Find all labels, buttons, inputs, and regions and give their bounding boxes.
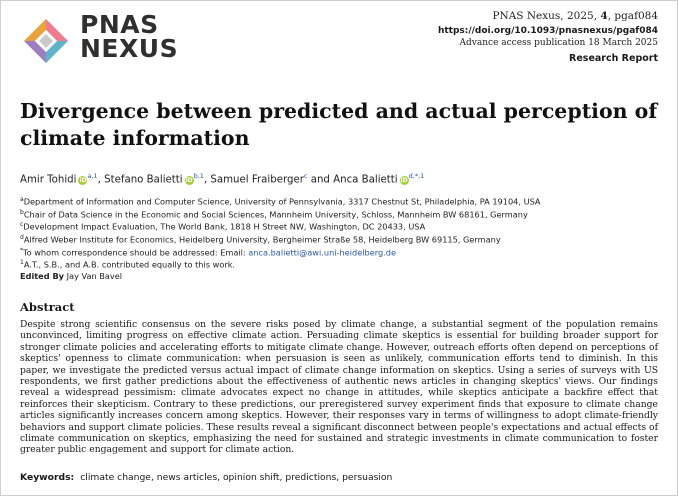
edited-by-label: Edited By — [20, 270, 65, 281]
author-affil-mark[interactable]: a,1 — [87, 172, 98, 180]
correspondence-text: To whom correspondence should be addressed: Email: — [23, 247, 249, 258]
publication-info — [438, 10, 658, 64]
equal-contribution-note — [20, 258, 541, 271]
abstract-body: Despite strong scientific consensus on the severe risks posed by climate change, a substantial segment of the population remains unconvinced, limiting progress on effective climate action. Persuading climate skeptics is essential for building broader support for stronger climate policies and accelerating efforts to mitigate climate change. However, outreach efforts often depend on perceptions of skeptics' openness to climate communication: when persuasion is seen as unlikely, communication efforts tend to diminish. In this paper, we investigate the predicted versus actual impact of climate change information on skeptics. Using a series of surveys with US respondents, we first gather predictions about the effectiveness of authentic news articles in changing skeptics' views. Our findings reveal a widespread pessimism: climate advocates expect no change in attitudes, while skeptics anticipate a backfire effect that reinforces their skepticism. Contrary to these predictions, our preregistered survey experiment finds that exposure to climate change articles significantly increases concern among skeptics. However, their responses vary in terms of willingness to adopt climate-friendly behaviors and support climate policies. These results reveal a significant disconnect between people's expectations and actual effects of climate communication on skeptics, emphasizing the need for sustained and strategic investments in climate communication to foster greater public engagement and support for climate action. — [20, 319, 658, 456]
pnas-nexus-wordmark — [80, 10, 179, 63]
access-date: Advance access publication 18 March 2025 — [459, 38, 658, 48]
author-name[interactable]: Anca Balietti — [333, 174, 398, 186]
affiliation-text: Department of Information and Computer Science, University of Pennsylvania, 3317 Chestnut St, Philadelphia, PA 19104, USA — [23, 196, 541, 207]
journal-name: PNAS Nexus — [492, 10, 561, 22]
correspondence-note — [20, 246, 541, 259]
logo-line-1: PNAS — [80, 10, 159, 39]
keywords — [20, 472, 392, 483]
affiliation-item — [20, 233, 541, 246]
orcid-icon[interactable]: iD — [185, 177, 193, 185]
journal-volume: 4 — [600, 10, 608, 22]
author-name[interactable]: Stefano Balietti — [104, 174, 183, 186]
author-affil-mark[interactable]: d,*,1 — [408, 172, 425, 180]
author-list — [20, 172, 424, 185]
affiliation-text: Alfred Weber Institute for Economics, Heidelberg University, Bergheimer Straße 58, Heidelberg BW 69115, Germany — [23, 234, 501, 245]
article-type: Research Report — [569, 53, 658, 64]
author-separator: , — [97, 174, 105, 186]
affiliation-text: Development Impact Evaluation, The World Bank, 1818 H Street NW, Washington, DC 20433, USA — [23, 222, 426, 233]
author-name[interactable]: Samuel Fraiberger — [210, 174, 304, 186]
affiliation-item — [20, 220, 541, 233]
affiliation-mark: b — [20, 208, 24, 216]
affiliation-mark: a — [20, 196, 24, 203]
affiliations — [20, 195, 541, 282]
affiliation-item — [20, 208, 541, 221]
article-title: Divergence between predicted and actual perception of climate information — [20, 99, 658, 150]
logo-line-2: NEXUS — [80, 34, 179, 63]
journal-article-id: , pgaf084 — [607, 10, 658, 22]
pnas-nexus-logo[interactable] — [20, 10, 180, 71]
pnas-nexus-logo-mark — [20, 15, 72, 67]
editor-name: Jay Van Bavel — [64, 270, 123, 281]
equal-contribution-text: A.T., S.B., and A.B. contributed equally to this work. — [23, 259, 236, 270]
keywords-label: Keywords: — [20, 472, 75, 483]
author-separator: , — [203, 174, 211, 186]
keywords-list: climate change, news articles, opinion shift, predictions, persuasion — [80, 472, 393, 483]
abstract-heading: Abstract — [20, 300, 75, 314]
asterisk-mark: * — [20, 246, 23, 254]
affiliation-text: Chair of Data Science in the Economic and Social Sciences, Mannheim University, Schloss, Mannheim BW 68161, Germany — [23, 209, 528, 220]
footnote-mark: 1 — [20, 259, 24, 267]
affiliation-mark: c — [20, 221, 24, 229]
edited-by — [20, 271, 541, 282]
author-affil-mark[interactable]: b,1 — [193, 172, 204, 180]
orcid-icon[interactable]: iD — [79, 177, 87, 185]
journal-year: , 2025, — [560, 10, 601, 22]
correspondence-email-link[interactable]: anca.balietti@awi.uni-heidelberg.de — [248, 247, 396, 258]
journal-citation — [438, 10, 658, 22]
orcid-icon[interactable]: iD — [400, 177, 408, 185]
affiliation-mark: d — [20, 233, 24, 241]
author-separator: and — [307, 174, 334, 186]
doi-link[interactable]: https://doi.org/10.1093/pnasnexus/pgaf084 — [437, 26, 658, 36]
author-affil-mark[interactable]: c — [303, 172, 308, 180]
author-name[interactable]: Amir Tohidi — [20, 174, 77, 186]
affiliation-item — [20, 195, 541, 208]
